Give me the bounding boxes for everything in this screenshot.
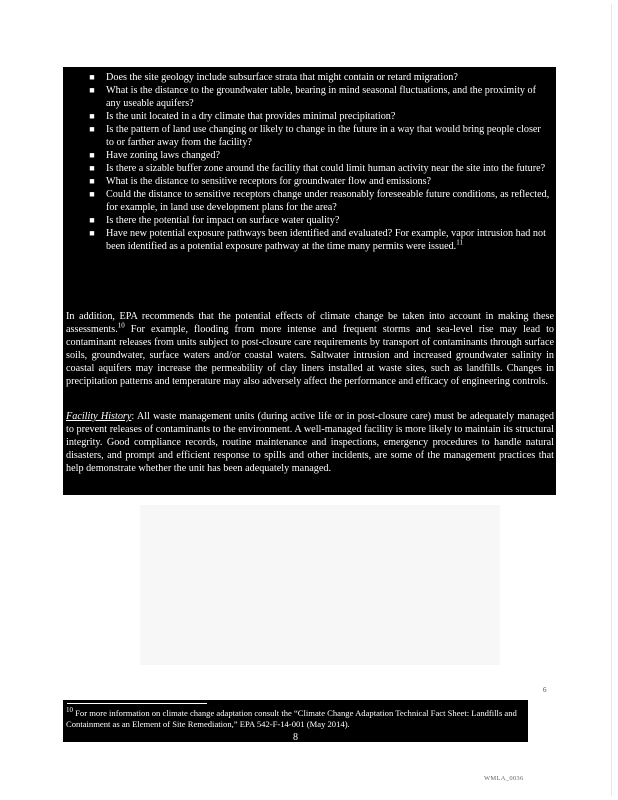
bullet-marker: ■ bbox=[89, 85, 95, 95]
list-item bbox=[85, 162, 551, 175]
bullet-marker: ■ bbox=[89, 163, 95, 173]
list-item-text: Is there a sizable buffer zone around the facility that could limit human activity near the site into the future? bbox=[106, 163, 546, 174]
bullet-marker: ■ bbox=[89, 228, 95, 238]
list-item bbox=[85, 123, 551, 149]
bullet-marker: ■ bbox=[89, 189, 95, 199]
list-item bbox=[85, 227, 551, 253]
footnote bbox=[66, 708, 524, 730]
list-item bbox=[85, 84, 551, 110]
list-item-text: Have zoning laws changed? bbox=[106, 150, 220, 161]
page-edge bbox=[611, 4, 612, 796]
list-item-text: Does the site geology include subsurface strata that might contain or retard migration? bbox=[106, 72, 458, 83]
bullet-marker: ■ bbox=[89, 215, 95, 225]
bullet-marker: ■ bbox=[89, 111, 95, 121]
bullet-marker: ■ bbox=[89, 150, 95, 160]
list-item-text: Is the pattern of land use changing or likely to change in the future in a way that would bring people closer to or farther away from the facility? bbox=[106, 124, 541, 148]
footnote-number: 10 bbox=[66, 706, 73, 715]
list-item-text: Is the unit located in a dry climate that provides minimal precipitation? bbox=[106, 111, 396, 122]
section-heading: Facility History bbox=[66, 411, 132, 422]
footnote-ref: 11 bbox=[456, 238, 463, 247]
redacted-content-block bbox=[63, 67, 556, 495]
footnote-text: For more information on climate change adaptation consult the “Climate Change Adaptation Technical Fact Sheet: Landfills and Containment as an Element of Site Remediation,” EPA 542-F-14-001 (May 2014). bbox=[66, 708, 517, 729]
list-item bbox=[85, 149, 551, 162]
list-item bbox=[85, 188, 551, 214]
climate-change-paragraph bbox=[66, 310, 554, 388]
facility-history-paragraph bbox=[66, 410, 554, 475]
bullet-marker: ■ bbox=[89, 72, 95, 82]
bullet-marker: ■ bbox=[89, 176, 95, 186]
document-id: WMLA_0036 bbox=[484, 775, 524, 782]
list-item-text: What is the distance to sensitive receptors for groundwater flow and emissions? bbox=[106, 176, 432, 187]
margin-mark: 6 bbox=[543, 686, 547, 694]
bleed-through-shadow bbox=[140, 505, 500, 665]
bullet-list bbox=[85, 71, 551, 253]
footnote-ref: 10 bbox=[117, 321, 125, 330]
footnote-block bbox=[63, 700, 528, 742]
list-item-text: What is the distance to the groundwater table, bearing in mind seasonal fluctuations, and the proximity of any useable aquifers? bbox=[106, 85, 537, 109]
footnote-divider bbox=[67, 703, 207, 704]
paragraph-text: For example, flooding from more intense and frequent storms and sea-level rise may lead to contaminant releases from units subject to post-closure care requirements by transport of contaminants through surface soils, groundwater, surface waters and/or coastal waters. Saltwater intrusion and increased groundwater salinity in coastal aquifers may increase the permeability of clay liners installed at waste sites, such as landfills. Changes in precipitation patterns and temperature may also adversely affect the performance and efficacy of engineering controls. bbox=[66, 324, 554, 387]
list-item bbox=[85, 214, 551, 227]
paragraph-text: In addition, EPA recommends that the potential effects of climate change be taken into account in making these assessments. bbox=[66, 311, 554, 335]
list-item bbox=[85, 110, 551, 123]
paragraph-text: : All waste management units (during active life or in post-closure care) must be adequately managed to prevent releases of contaminants to the environment. A well-managed facility is more likely to maintain its structural integrity. Good compliance records, routine maintenance and inspections, emergency procedures to handle natural disasters, and prompt and efficient response to spills and other incidents, are some of the management practices that help demonstrate whether the unit has been adequately managed. bbox=[66, 411, 554, 474]
list-item-text: Is there the potential for impact on surface water quality? bbox=[106, 215, 340, 226]
list-item bbox=[85, 71, 551, 84]
list-item-text: Have new potential exposure pathways been identified and evaluated? For example, vapor intrusion had not been identified as a potential exposure pathway at the time many permits were issued. bbox=[106, 228, 546, 252]
list-item-text: Could the distance to sensitive receptors change under reasonably foreseeable future conditions, as reflected, for example, in land use development plans for the area? bbox=[106, 189, 550, 213]
page-number: 8 bbox=[293, 732, 298, 743]
bullet-marker: ■ bbox=[89, 124, 95, 134]
list-item bbox=[85, 175, 551, 188]
